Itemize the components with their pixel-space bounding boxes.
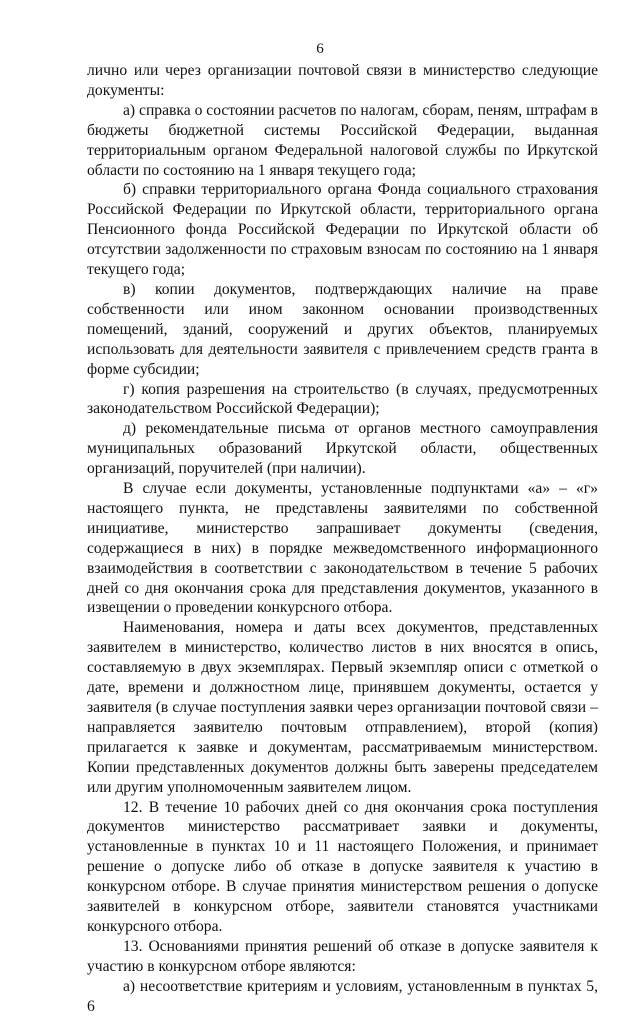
list-item-v: в) копии документов, подтверждающих наличие на праве собственности или ином законном основании производственных помещений, зданий, сооружений и других объектов, планируемых использовать для деятельности заявителя с привлечением средств гранта в форме субсидии;	[87, 280, 598, 378]
list-item-b: б) справки территориального органа Фонда социального страхования Российской Федерации по Иркутской области, территориального органа Пенсионного фонда Российской Федерации по Иркутской области об отсутствии задолженности по страховым взносам по состоянию на 1 января текущего года;	[87, 181, 598, 279]
list-item-a: а) справка о состоянии расчетов по налогам, сборам, пеням, штрафам в бюджеты бюджетной системы Российской Федерации, выданная территориальным органом Федеральной налоговой службы по Иркутской области по состоянию на 1 января текущего года;	[87, 101, 598, 179]
paragraph-interagency-request: В случае если документы, установленные подпунктами «а» – «г» настоящего пункта, не представлены заявителями по собственной инициативе, министерство запрашивает документы (сведения, содержащиеся в них) в порядке межведомственного информационного взаимодействия в соответствии с законодательством в течение 5 рабочих дней со дня окончания срока для представления документов, указанного в извещении о проведении конкурсного отбора.	[87, 480, 598, 617]
document-body	[87, 61, 598, 1017]
page-number: 6	[316, 41, 324, 57]
paragraph-document-inventory: Наименования, номера и даты всех документов, представленных заявителем в министерство, количество листов в них вносятся в опись, составляемую в двух экземплярах. Первый экземпляр описи с отметкой о дате, времени и должностном лице, принявшем документы, остается у заявителя (в случае поступления заявки через организации почтовой связи – направляется заявителю почтовым отправлением), второй (копия) прилагается к заявке и документам, рассматриваемым министерством. Копии представленных документов должны быть заверены председателем или другим уполномоченным заявителем лицом.	[87, 619, 598, 796]
paragraph-continuation: лично или через организации почтовой связи в министерство следующие документы:	[87, 62, 598, 99]
clause-13: 13. Основаниями принятия решений об отказе в допуске заявителя к участию в конкурсном отборе являются:	[87, 937, 598, 975]
list-item-g: г) копия разрешения на строительство (в случаях, предусмотренных законодательством Российской Федерации);	[87, 380, 598, 418]
clause-13-item-a: а) несоответствие критериям и условиям, установленным в пунктах 5, 6	[87, 977, 598, 1015]
clause-12: 12. В течение 10 рабочих дней со дня окончания срока поступления документов министерство рассматривает заявки и документы, установленные в пунктах 10 и 11 настоящего Положения, и принимает решение о допуске либо об отказе в допуске заявителя к участию в конкурсном отборе. В случае принятия министерством решения о допуске заявителей в конкурсном отборе, заявители становятся участниками конкурсного отбора.	[87, 798, 598, 935]
list-item-d: д) рекомендательные письма от органов местного самоуправления муниципальных образований Иркутской области, общественных организаций, поручителей (при наличии).	[87, 420, 598, 478]
